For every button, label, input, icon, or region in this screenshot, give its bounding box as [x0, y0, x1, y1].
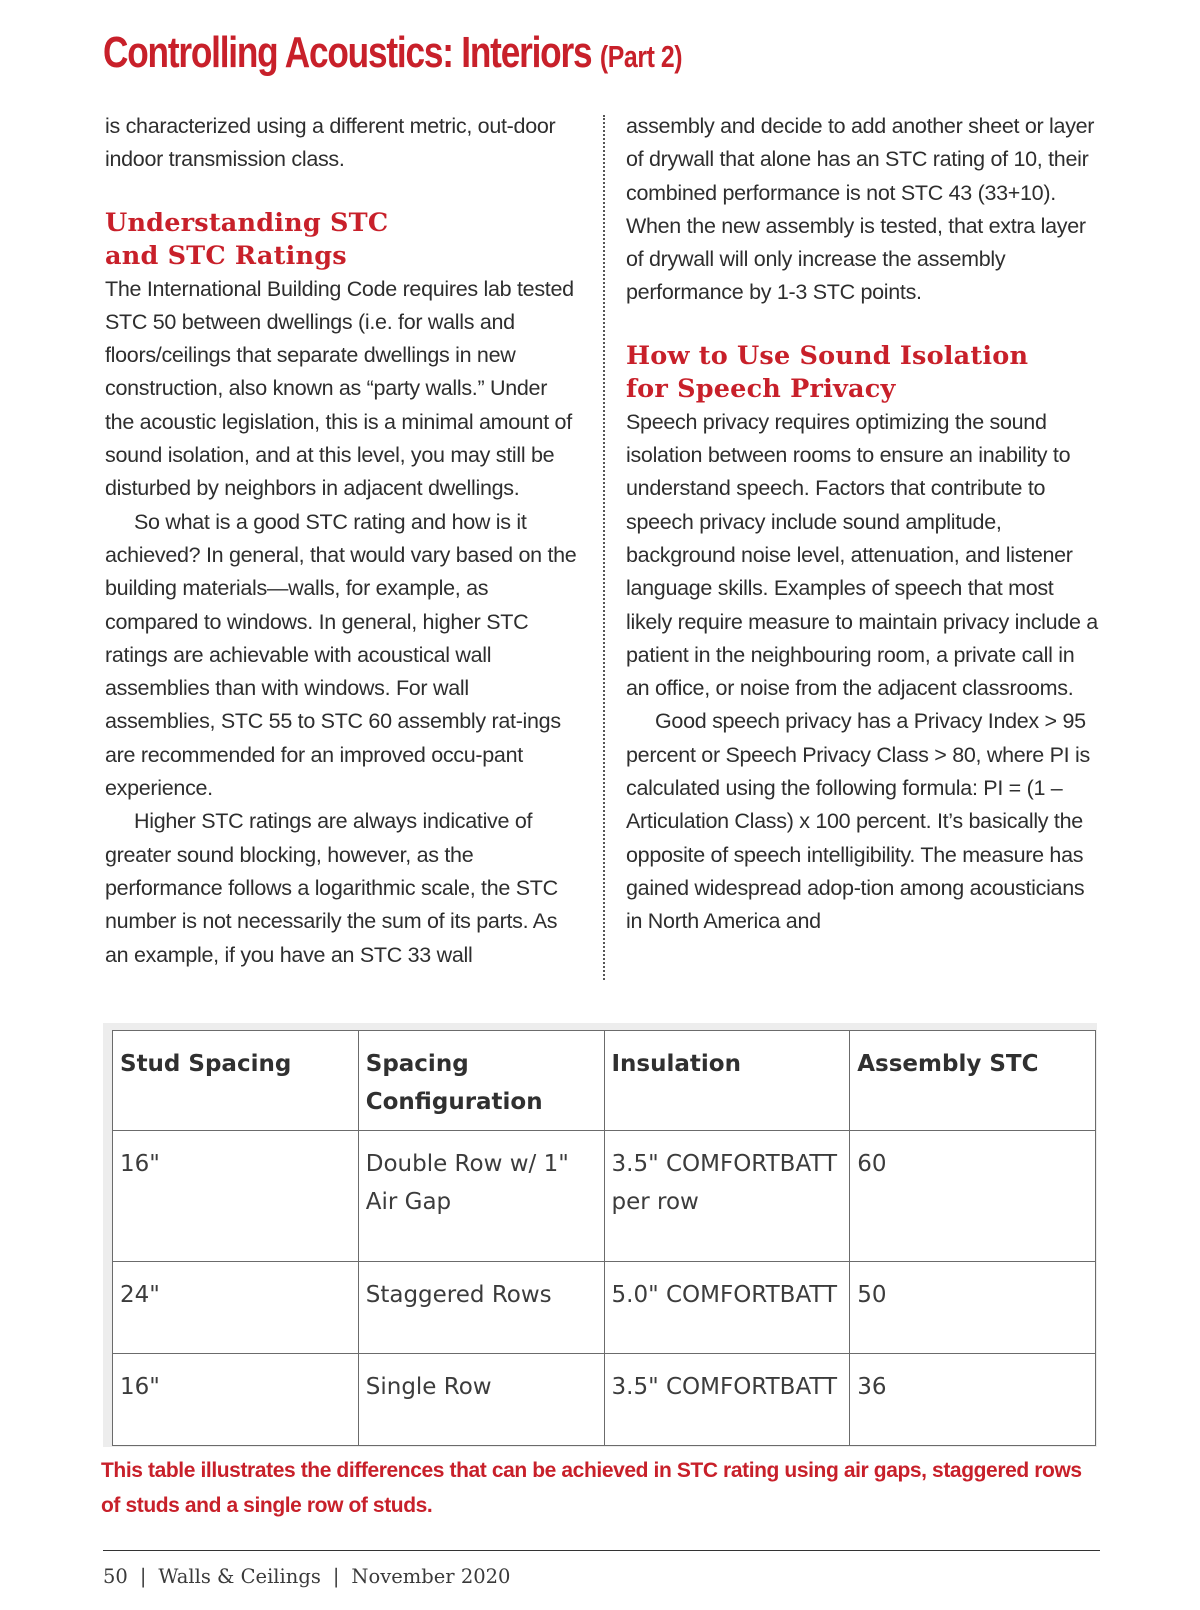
left-paragraph-1: The International Building Code requires lab tested STC 50 between dwellings (i.e. for walls and floors/ceilings that separate dwellings in new construction, also known as “party walls.” Under the acoustic legislation, this is a minimal amount of sound isolation, and at this level, you may still be disturbed by neighbors in adjacent dwellings. — [105, 276, 574, 501]
title-main: Controlling Acoustics: Interiors — [103, 28, 592, 77]
column-divider — [603, 115, 605, 980]
page-title — [103, 28, 682, 78]
table-cell: 36 — [850, 1354, 1096, 1446]
table-cell: 5.0" COMFORTBATT — [604, 1262, 850, 1354]
table-row — [113, 1354, 1096, 1446]
left-paragraph-2: So what is a good STC rating and how is it achieved? In general, that would vary based on the building materials—walls, for example, as compared to windows. In general, higher STC ratings are achievable with acoustical wall assemblies than with windows. For wall assemblies, STC 55 to STC 60 assembly rat-ings are recommended for an improved occu-pant experience. — [105, 509, 577, 801]
table-cell: 24" — [113, 1262, 359, 1354]
table-cell: 50 — [850, 1262, 1096, 1354]
section-heading-understanding-stc: Understanding STC and STC Ratings — [105, 207, 389, 271]
right-paragraph-1: assembly and decide to add another sheet or layer of drywall that alone has an STC rating of 10, their combined performance is not STC 43 (33+10). When the new assembly is tested, that extra layer of drywall will only increase the assembly performance by 1-3 STC points. — [626, 114, 1095, 305]
left-intro: is characterized using a different metric, out-door indoor transmission class. — [105, 114, 556, 172]
left-column — [105, 110, 580, 972]
right-column — [626, 110, 1101, 939]
footer-separator: | — [139, 1565, 147, 1588]
table-header-row — [113, 1031, 1096, 1131]
right-paragraph-3: Good speech privacy has a Privacy Index > 95 percent or Speech Privacy Class > 80, where PI is calculated using the following formula: PI = (1 – Articulation Class) x 100 percent. It’s basically the opposite of speech intelligibility. The measure has gained widespread adop-tion among acousticians in North America and — [626, 709, 1090, 934]
table-cell: Double Row w/ 1" Air Gap — [358, 1131, 604, 1262]
footer-separator: | — [332, 1565, 340, 1588]
header-stud-spacing: Stud Spacing — [113, 1031, 359, 1131]
right-paragraph-2: Speech privacy requires optimizing the sound isolation between rooms to ensure an inability to understand speech. Factors that contribute to speech privacy include sound amplitude, background noise level, attenuation, and listener language skills. Examples of speech that most likely require measure to maintain privacy include a patient in the neighbouring room, a private call in an office, or noise from the adjacent classrooms. — [626, 409, 1098, 701]
stc-table — [112, 1030, 1096, 1446]
page-footer — [103, 1565, 510, 1588]
title-sub: (Part 2) — [599, 39, 683, 74]
table-row — [113, 1262, 1096, 1354]
table-cell: 16" — [113, 1131, 359, 1262]
table-cell: 16" — [113, 1354, 359, 1446]
publication-name: Walls & Ceilings — [158, 1565, 321, 1588]
table-cell: Single Row — [358, 1354, 604, 1446]
header-insulation: Insulation — [604, 1031, 850, 1131]
header-spacing-configuration: Spacing Configuration — [358, 1031, 604, 1131]
table-cell: 3.5" COMFORTBATT — [604, 1354, 850, 1446]
page-number: 50 — [103, 1565, 128, 1588]
section-heading-speech-privacy: How to Use Sound Isolation for Speech Privacy — [626, 340, 1029, 404]
left-paragraph-3: Higher STC ratings are always indicative of greater sound blocking, however, as the performance follows a logarithmic scale, the STC number is not necessarily the sum of its parts. As an example, if you have an STC 33 wall — [105, 809, 558, 967]
header-assembly-stc: Assembly STC — [850, 1031, 1096, 1131]
table-caption: This table illustrates the differences that can be achieved in STC rating using air gaps, staggered rows of studs and a single row of studs. — [101, 1459, 1082, 1517]
table-cell: 3.5" COMFORTBATT per row — [604, 1131, 850, 1262]
table-cell: Staggered Rows — [358, 1262, 604, 1354]
footer-divider — [103, 1550, 1100, 1551]
issue-date: November 2020 — [351, 1565, 511, 1588]
table-row — [113, 1131, 1096, 1262]
table-cell: 60 — [850, 1131, 1096, 1262]
